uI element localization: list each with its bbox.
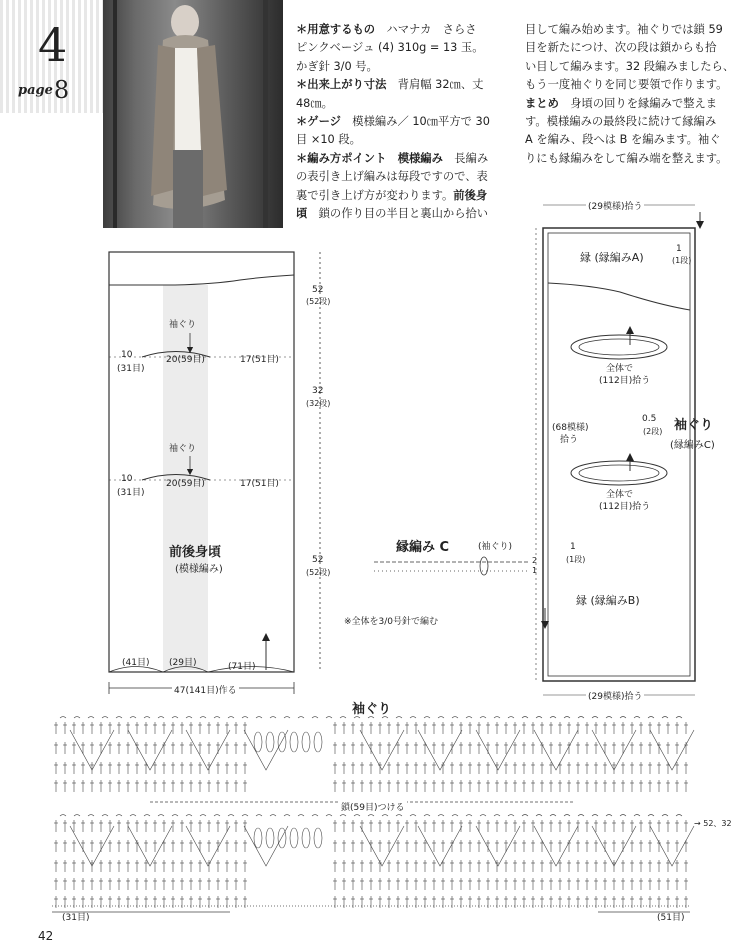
stitch-symbol xyxy=(410,717,416,719)
one-row-b-sub: (1段) xyxy=(566,555,586,564)
stitch-symbol xyxy=(270,717,276,719)
page-reference: page8 xyxy=(18,76,70,104)
edge-c-title: 縁編み C xyxy=(396,540,450,555)
bottom-left-sts: (41目) xyxy=(122,658,150,668)
stitch-symbol xyxy=(522,815,528,817)
stitch-symbol xyxy=(290,732,298,752)
stitch-symbol xyxy=(424,717,430,719)
stitch-symbol xyxy=(466,717,472,719)
body-label-2: 頃 xyxy=(296,207,308,221)
pick-all-1: 全体で xyxy=(606,364,634,374)
one-row-a: 1 xyxy=(676,244,682,254)
stitch-symbol xyxy=(200,717,206,719)
stitch-symbol xyxy=(314,828,322,848)
instr-r6: す。模様編みの最終段に続けて縁編み xyxy=(525,115,717,129)
stitch-symbol xyxy=(228,717,234,719)
stitch-symbol xyxy=(60,815,66,817)
stitch-symbol xyxy=(270,815,276,817)
size-label: ＊出来上がり寸法 xyxy=(296,78,387,92)
edge-c-sub: (袖ぐり) xyxy=(478,542,513,552)
instr-r7: A を編み、段へは B を編みます。袖ぐ xyxy=(525,133,721,147)
stitch-symbol xyxy=(438,815,444,817)
stitch-symbol xyxy=(186,815,192,817)
stitch-symbol xyxy=(60,717,66,719)
edge-c-row-2: 2 xyxy=(532,556,538,565)
dimension-lines xyxy=(109,252,320,694)
stitch-symbol xyxy=(606,717,612,719)
stitch-symbol xyxy=(650,826,694,866)
stitch-symbol xyxy=(578,815,584,817)
left-sts-1: (31目) xyxy=(117,364,145,374)
stitch-symbol xyxy=(314,732,322,752)
stitch-symbol xyxy=(396,717,402,719)
stitch-symbol xyxy=(266,828,274,848)
bottom-rows-sub: (52段) xyxy=(306,568,331,577)
stitch-symbol xyxy=(620,717,626,719)
stitch-symbol xyxy=(480,717,486,719)
stitch-symbol xyxy=(266,732,274,752)
stitch-symbol xyxy=(620,815,626,817)
body-panel-title: 前後身頃 xyxy=(169,545,222,560)
pattern-number: 4 xyxy=(38,18,68,72)
stitch-symbol xyxy=(256,815,262,817)
stitch-symbol xyxy=(144,717,150,719)
stitch-symbol xyxy=(676,717,682,719)
stitch-symbol xyxy=(508,815,514,817)
stitch-symbol xyxy=(186,826,230,866)
stitch-symbol xyxy=(254,828,262,848)
stitch-symbol xyxy=(256,717,262,719)
chart-right-sts: (51目) xyxy=(657,913,685,923)
stitch-symbol xyxy=(480,815,486,817)
gauge-label: ＊ゲージ xyxy=(296,115,341,129)
stitch-symbol xyxy=(200,815,206,817)
bottom-rows-value: 52 xyxy=(312,555,324,565)
stitch-symbol xyxy=(410,815,416,817)
stitch-symbol xyxy=(578,717,584,719)
stitch-symbol xyxy=(290,828,298,848)
mid-width-1: 20(59目) xyxy=(166,355,205,365)
finish-label: まとめ xyxy=(525,96,559,110)
bottom-pick-label: (29模様)拾う xyxy=(586,689,644,702)
instr-r8: りにも縁編みをして編み端を整えます。 xyxy=(525,151,728,165)
stitch-symbol xyxy=(354,815,360,817)
chain-note: 鎖(59目)つける xyxy=(338,800,407,813)
hook-note: ※全体を3/0号針で編む xyxy=(344,617,439,627)
points-text-1: 長編み xyxy=(454,151,489,165)
stitch-symbol xyxy=(278,828,286,848)
materials-text-2: ピンクベージュ (4) 310g = 13 玉。 xyxy=(296,41,484,55)
armhole-stitch-chart xyxy=(52,802,690,912)
edge-c-chart xyxy=(374,557,528,575)
stitch-symbol xyxy=(228,815,234,817)
left-width-2: 10 xyxy=(121,474,133,484)
stitch-symbol xyxy=(634,717,640,719)
stitch-symbol xyxy=(476,826,520,866)
stitch-symbol xyxy=(396,815,402,817)
stitch-symbol xyxy=(508,717,514,719)
top-pick-label: (29模様)拾う xyxy=(586,199,644,212)
stitch-symbol xyxy=(130,815,136,817)
stitch-symbol xyxy=(284,717,290,719)
stitch-symbol xyxy=(130,717,136,719)
armhole-subtitle: (縁編みC) xyxy=(670,440,715,451)
stitch-symbol xyxy=(128,826,172,866)
stitch-symbol xyxy=(244,826,288,866)
armhole-label-lower: 袖ぐり xyxy=(169,444,197,454)
stitch-symbol xyxy=(242,717,248,719)
stitch-symbol xyxy=(606,815,612,817)
stitch-symbol xyxy=(494,815,500,817)
armhole-title: 袖ぐり xyxy=(674,418,714,433)
stitch-symbol xyxy=(534,826,578,866)
edge-c-row-1: 1 xyxy=(532,566,538,575)
pick-all-2: 全体で xyxy=(606,490,634,500)
edge-a-label: 縁 (縁編みA) xyxy=(580,251,644,264)
rows-note: → 52、32 xyxy=(694,819,732,828)
stitch-symbol xyxy=(116,717,122,719)
stitch-symbol xyxy=(242,815,248,817)
stitch-symbol xyxy=(144,815,150,817)
stitch-symbol xyxy=(650,730,694,770)
stitch-symbol xyxy=(88,815,94,817)
stitch-symbol xyxy=(418,730,462,770)
stitch-symbol xyxy=(244,730,288,770)
half-row-value: 0.5 xyxy=(642,414,657,424)
instr-r3: い目して編みます。32 段編みましたら、 xyxy=(525,59,735,73)
stitch-symbol xyxy=(676,815,682,817)
stitch-symbol xyxy=(340,717,346,719)
stitch-symbol xyxy=(340,815,346,817)
stitch-symbol xyxy=(312,717,318,719)
stitch-symbol xyxy=(452,815,458,817)
stitch-symbol xyxy=(302,732,310,752)
pick-all-2-sts: (112目)拾う xyxy=(599,502,651,512)
stitch-symbol xyxy=(648,815,654,817)
gauge-text-1: 模様編み／ 10㎝平方で 30 xyxy=(352,115,490,129)
stitch-symbol xyxy=(214,815,220,817)
chart-left-sts: (31目) xyxy=(62,913,90,923)
top-rows-value: 52 xyxy=(312,285,324,295)
stitch-symbol xyxy=(102,815,108,817)
stitch-symbol xyxy=(438,717,444,719)
points-text-4: 鎖の作り目の半目と裏山から拾い xyxy=(318,207,489,221)
stitch-symbol xyxy=(284,815,290,817)
instr-r2: 目を新たにつけ、次の段は鎖からも拾 xyxy=(525,41,717,55)
stitch-symbol xyxy=(326,717,332,719)
mid-width-2: 20(59目) xyxy=(166,479,205,489)
page-number: 42 xyxy=(38,929,54,943)
points-text-2: の表引き上げ編みは毎段ですので、表 xyxy=(296,170,488,184)
pattern-label: 模様編み xyxy=(397,151,443,165)
stitch-symbol xyxy=(534,730,578,770)
stitch-symbol xyxy=(214,717,220,719)
body-panel-outline xyxy=(109,252,294,672)
stitch-symbol xyxy=(158,717,164,719)
stitch-symbol xyxy=(172,717,178,719)
stitch-symbol xyxy=(476,730,520,770)
stitch-symbol xyxy=(186,730,230,770)
stitch-symbol xyxy=(312,815,318,817)
stitch-symbol xyxy=(550,717,556,719)
stitch-symbol xyxy=(564,717,570,719)
stitch-symbol xyxy=(536,717,542,719)
stitch-symbol xyxy=(326,815,332,817)
stitch-symbol xyxy=(418,826,462,866)
one-row-a-sub: (1段) xyxy=(672,256,692,265)
body-label-1: 前後身 xyxy=(453,188,488,202)
chart-title: 袖ぐり xyxy=(352,702,392,717)
stitch-symbol xyxy=(382,815,388,817)
pick-all-1-sts: (112目)拾う xyxy=(599,376,651,386)
stitch-symbol xyxy=(172,815,178,817)
stitch-symbol xyxy=(564,815,570,817)
stitch-symbol xyxy=(368,815,374,817)
side-pick-label-2: 拾う xyxy=(560,435,579,445)
mid-rows-value: 32 xyxy=(312,386,324,396)
materials-text-3: かぎ針 3/0 号。 xyxy=(296,59,378,73)
size-text-1: 背肩幅 32㎝、丈 xyxy=(397,78,484,92)
materials-text-1: ハマナカ さらさ xyxy=(386,23,477,36)
bottom-mid-sts: (29目) xyxy=(169,658,197,668)
stitch-symbol xyxy=(158,815,164,817)
side-pick-label: (68模様) xyxy=(552,423,589,433)
stitch-symbol xyxy=(254,732,262,752)
stitch-symbol xyxy=(662,815,668,817)
bottom-right-sts: (71目) xyxy=(228,662,256,672)
one-row-b: 1 xyxy=(570,542,576,552)
armhole-label-upper: 袖ぐり xyxy=(169,320,197,330)
stitch-symbol xyxy=(536,815,542,817)
right-width-2: 17(51目) xyxy=(240,479,279,489)
left-width-1: 10 xyxy=(121,350,133,360)
stitch-symbol xyxy=(128,730,172,770)
stitch-symbol xyxy=(298,815,304,817)
stitch-symbol xyxy=(102,717,108,719)
right-width-1: 17(51目) xyxy=(240,355,279,365)
stitch-symbol xyxy=(74,717,80,719)
instr-r5: 身頃の回りを縁編みで整えま xyxy=(570,96,718,110)
instr-r4: もう一度袖ぐりを同じ要領で作ります。 xyxy=(525,78,728,92)
stitch-symbol xyxy=(298,717,304,719)
stitch-symbol xyxy=(634,815,640,817)
gauge-text-2: 目 ×10 段。 xyxy=(296,133,361,147)
stitch-symbol xyxy=(360,730,404,770)
stitch-symbol xyxy=(186,717,192,719)
body-panel-subtitle: (模様編み) xyxy=(175,564,223,575)
stitch-symbol xyxy=(662,717,668,719)
stitch-symbol xyxy=(592,815,598,817)
stitch-symbol xyxy=(360,826,404,866)
stitch-symbol xyxy=(302,828,310,848)
stitch-symbol xyxy=(74,815,80,817)
stitch-symbol xyxy=(592,717,598,719)
top-rows-sub: (52段) xyxy=(306,297,331,306)
materials-label: ＊用意するもの xyxy=(296,23,376,36)
edge-b-label: 縁 (縁編みB) xyxy=(576,594,640,607)
cast-on-label: 47(141目)作る xyxy=(172,683,239,696)
size-text-2: 48㎝。 xyxy=(296,96,333,110)
stitch-symbol xyxy=(466,815,472,817)
stitch-symbol xyxy=(550,815,556,817)
mid-rows-sub: (32段) xyxy=(306,399,331,408)
stitch-symbol xyxy=(88,717,94,719)
stitch-symbol xyxy=(278,732,286,752)
half-row-sub: (2段) xyxy=(643,427,663,436)
stitch-symbol xyxy=(452,717,458,719)
left-sts-2: (31目) xyxy=(117,488,145,498)
stitch-symbol xyxy=(648,717,654,719)
stitch-symbol xyxy=(522,717,528,719)
instr-r1: 目して編み始めます。袖ぐりでは鎖 59 xyxy=(525,23,723,36)
stitch-symbol xyxy=(494,717,500,719)
stitch-symbol xyxy=(424,815,430,817)
stitch-symbol xyxy=(116,815,122,817)
points-label: ＊編み方ポイント xyxy=(296,151,387,165)
points-text-3: 裏で引き上げ方が変わります。 xyxy=(296,188,454,202)
